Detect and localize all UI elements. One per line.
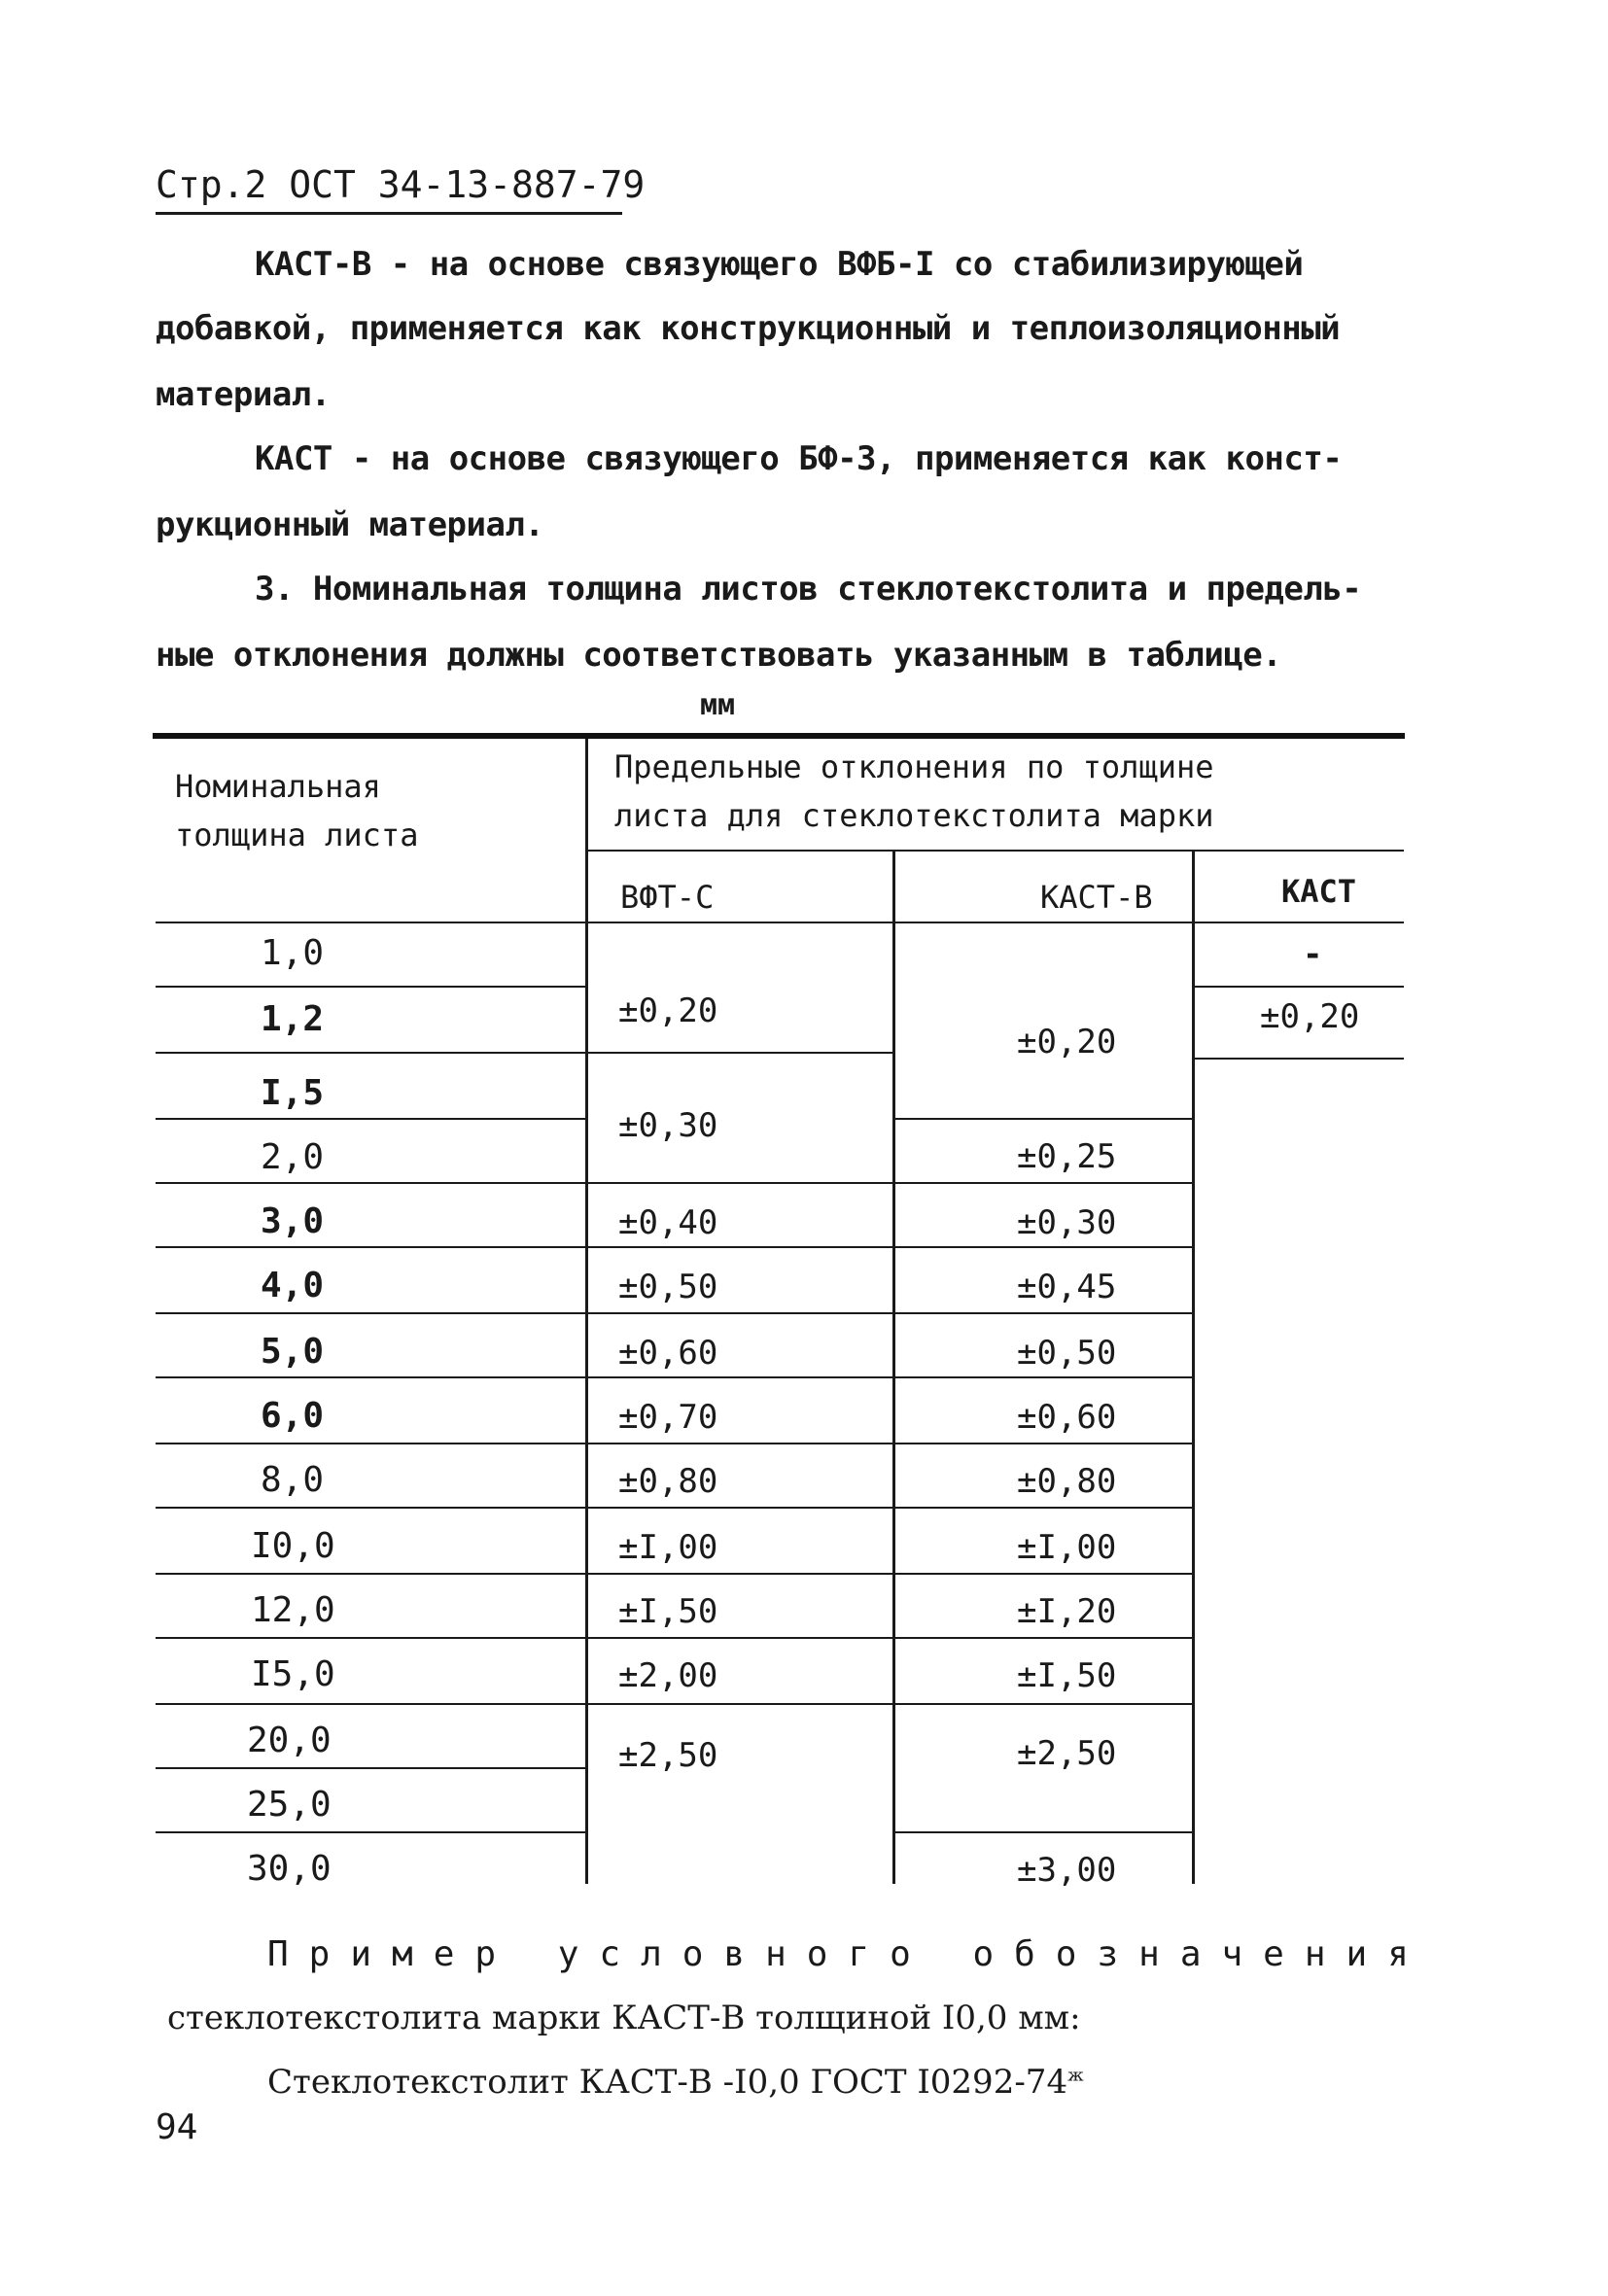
vft-c-cell: ±0,50: [618, 1268, 718, 1306]
example-superscript: ж: [1067, 2065, 1084, 2086]
kast-v-cell: ±I,50: [1017, 1656, 1117, 1695]
thickness-cell: I,5: [261, 1073, 325, 1113]
row-rule: [156, 1376, 587, 1378]
vft-c-cell: ±2,50: [618, 1736, 718, 1775]
table-unit: мм: [700, 688, 736, 722]
col-header-group: листа для стеклотекстолита марки: [614, 797, 1214, 834]
vft-c-cell: ±0,60: [618, 1334, 718, 1373]
kast-v-cell: ±0,80: [1017, 1462, 1117, 1501]
header-underline: [156, 212, 622, 215]
row-rule: [894, 1637, 1194, 1639]
thickness-cell: 1,0: [261, 933, 325, 973]
row-rule: [894, 1376, 1194, 1378]
row-rule: [587, 1637, 894, 1639]
kast-v-cell: ±I,00: [1017, 1528, 1117, 1567]
row-rule: [156, 1312, 587, 1314]
thickness-cell: 20,0: [247, 1721, 332, 1760]
row-rule: [587, 1443, 894, 1444]
vft-c-cell: ±2,00: [618, 1656, 718, 1695]
row-rule: [1194, 1058, 1404, 1060]
vft-c-cell: ±0,20: [618, 991, 718, 1030]
vft-c-cell: ±0,80: [618, 1462, 718, 1501]
paragraph-line: добавкой, применяется как конструкционный и теплоизоляционный: [156, 309, 1341, 348]
kast-cell: -: [1303, 935, 1323, 974]
vft-c-cell: ±0,70: [618, 1398, 718, 1437]
kast-v-cell: ±0,45: [1017, 1268, 1117, 1306]
row-rule: [587, 1376, 894, 1378]
kast-v-cell: ±0,20: [1017, 1023, 1117, 1061]
row-rule: [587, 1246, 894, 1248]
row-rule: [894, 1443, 1194, 1444]
paragraph-line: рукционный материал.: [156, 505, 544, 544]
row-rule: [894, 1507, 1194, 1509]
col-header-nominal: толщина листа: [175, 817, 419, 853]
thickness-cell: 5,0: [261, 1332, 325, 1372]
col-divider-nominal: [585, 739, 588, 1884]
row-rule: [894, 1703, 1194, 1705]
row-rule: [156, 1767, 587, 1769]
vft-c-cell: ±I,00: [618, 1528, 718, 1567]
row-rule: [156, 1573, 587, 1575]
col-header-grade: КАСТ: [1281, 873, 1357, 910]
example-designation-text: Стеклотекстолит КАСТ-В -I0,0 ГОСТ I0292-74: [267, 2063, 1068, 2102]
vft-c-cell: ±I,50: [618, 1592, 718, 1631]
col-header-grade: КАСТ-В: [1040, 879, 1153, 916]
kast-v-cell: ±0,60: [1017, 1398, 1117, 1437]
kast-v-cell: ±0,50: [1017, 1334, 1117, 1373]
row-rule: [587, 1182, 894, 1184]
example-designation: [267, 2063, 1084, 2102]
kast-v-cell: ±0,25: [1017, 1137, 1117, 1176]
row-rule: [156, 986, 587, 988]
thickness-cell: 12,0: [251, 1590, 335, 1630]
thickness-cell: 2,0: [261, 1137, 325, 1177]
row-rule: [587, 1312, 894, 1314]
kast-v-cell: ±2,50: [1017, 1734, 1117, 1773]
table-top-rule: [153, 733, 1405, 739]
paragraph-line: КАСТ-В - на основе связующего ВФБ-I со стабилизирующей: [255, 245, 1304, 284]
paragraph-line: ные отклонения должны соответствовать указанным в таблице.: [156, 636, 1282, 675]
kast-cell: ±0,20: [1260, 997, 1360, 1036]
row-rule: [894, 1831, 1194, 1833]
col-divider-vft: [892, 852, 895, 1884]
example-heading: Пример условного обозначения: [267, 1934, 1429, 1974]
row-rule: [894, 1312, 1194, 1314]
row-rule: [587, 1703, 894, 1705]
thickness-cell: 8,0: [261, 1460, 325, 1500]
kast-v-cell: ±0,30: [1017, 1203, 1117, 1242]
row-rule: [587, 1507, 894, 1509]
paragraph-line: материал.: [156, 375, 331, 414]
row-rule: [587, 1052, 894, 1054]
row-rule: [894, 1573, 1194, 1575]
thickness-cell: 4,0: [261, 1266, 325, 1305]
row-rule: [156, 1703, 587, 1705]
kast-v-cell: ±I,20: [1017, 1592, 1117, 1631]
group-header-rule: [587, 850, 1404, 852]
thickness-cell: 1,2: [261, 999, 325, 1039]
row-rule: [894, 1118, 1194, 1120]
row-rule: [156, 1118, 587, 1120]
thickness-cell: I0,0: [251, 1526, 335, 1566]
page-number: 94: [156, 2107, 198, 2147]
vft-c-cell: ±0,40: [618, 1203, 718, 1242]
row-rule: [156, 1052, 587, 1054]
thickness-cell: 25,0: [247, 1785, 332, 1825]
row-rule: [156, 1246, 587, 1248]
row-rule: [156, 1637, 587, 1639]
kast-v-cell: ±3,00: [1017, 1851, 1117, 1890]
col-divider-kastv: [1192, 852, 1195, 1884]
row-rule: [587, 1573, 894, 1575]
thickness-cell: 30,0: [247, 1849, 332, 1889]
col-header-group: Предельные отклонения по толщине: [614, 748, 1214, 785]
thickness-cell: 3,0: [261, 1201, 325, 1241]
row-rule: [156, 1443, 587, 1444]
row-rule: [156, 1831, 587, 1833]
thickness-cell: 6,0: [261, 1396, 325, 1436]
row-rule: [1194, 986, 1404, 988]
example-line: стеклотекстолита марки КАСТ-В толщиной I0,0 мм:: [167, 1999, 1081, 2037]
thickness-cell: I5,0: [251, 1654, 335, 1694]
row-rule: [156, 1182, 587, 1184]
paragraph-line: КАСТ - на основе связующего БФ-3, применяется как конст-: [255, 439, 1343, 478]
header-bottom-rule: [156, 922, 1404, 923]
paragraph-line: 3. Номинальная толщина листов стеклотекстолита и предель-: [255, 570, 1362, 609]
page-header: Стр.2 ОСТ 34-13-887-79: [156, 163, 646, 206]
row-rule: [894, 1182, 1194, 1184]
row-rule: [894, 1246, 1194, 1248]
col-header-nominal: Номинальная: [175, 768, 381, 805]
vft-c-cell: ±0,30: [618, 1106, 718, 1145]
col-header-grade: ВФТ-С: [620, 879, 715, 916]
row-rule: [156, 1507, 587, 1509]
